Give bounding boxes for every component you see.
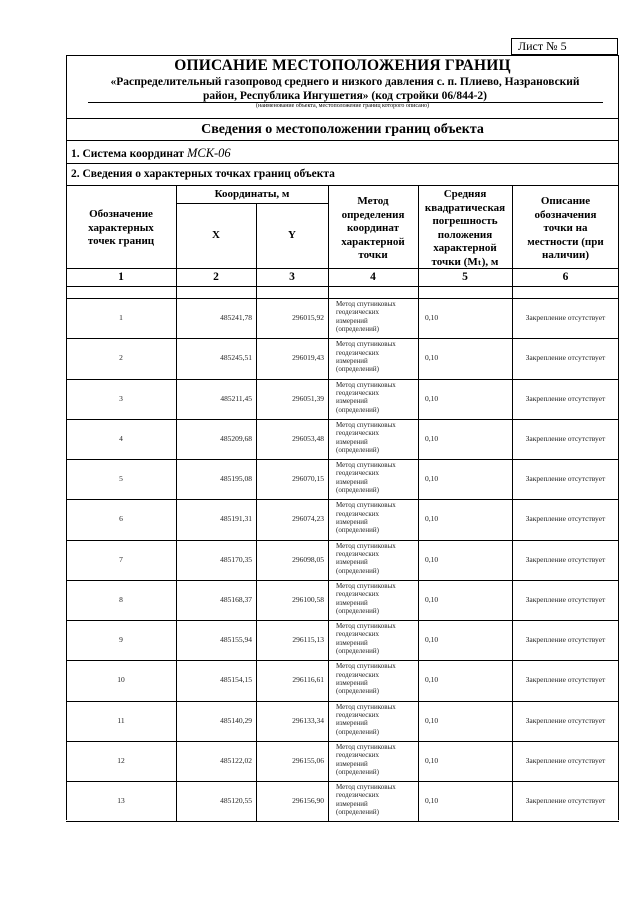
header-text: погрешность (432, 215, 498, 227)
point-description: Закрепление отсутствует (525, 635, 606, 645)
point-description: Закрепление отсутствует (525, 353, 606, 363)
points-section-label: 2. Сведения о характерных точках границ объекта (71, 168, 335, 180)
header-text: координат (346, 222, 400, 234)
coordinate-system-row (71, 146, 231, 161)
point-description: Закрепление отсутствует (525, 514, 606, 524)
method-text: измерений (336, 759, 368, 768)
coordinate-x: 485154,15 (220, 675, 252, 685)
point-number: 7 (119, 554, 123, 564)
divider (66, 163, 619, 164)
header-text: квадратическая (424, 201, 506, 214)
grid-line (328, 620, 329, 660)
column-number: 5 (462, 271, 468, 283)
coordinate-x: 485241,78 (220, 313, 252, 323)
divider (66, 140, 619, 141)
row-divider (66, 821, 619, 822)
method-text: (определений) (336, 647, 379, 656)
point-number: 4 (119, 433, 123, 443)
header-text: положения (437, 228, 493, 241)
method-cell (336, 783, 418, 817)
row-divider (66, 701, 619, 702)
method-text: измерений (336, 518, 368, 527)
column-number: 1 (118, 271, 124, 283)
method-text: (определений) (336, 405, 379, 414)
document-subtitle (90, 75, 600, 103)
header-coordinates: Координаты, м (214, 188, 290, 200)
method-text: измерений (336, 638, 368, 647)
coordinate-x: 485122,02 (220, 755, 252, 765)
point-description: Закрепление отсутствует (525, 313, 606, 323)
method-text: (определений) (336, 566, 379, 575)
error-value: 0,10 (425, 554, 439, 564)
method-text: Метод спутниковых (336, 380, 396, 389)
row-divider (66, 781, 619, 782)
method-cell (336, 300, 418, 334)
point-number: 3 (119, 393, 123, 403)
grid-line (418, 660, 419, 700)
grid-line (418, 459, 419, 499)
method-cell (336, 542, 418, 576)
row-divider (66, 419, 619, 420)
method-text: геодезических (336, 670, 380, 679)
grid-line (418, 741, 419, 781)
column-number: 6 (562, 271, 569, 283)
method-text: Метод спутниковых (336, 420, 396, 429)
grid-line (328, 379, 329, 419)
header-designation (66, 208, 176, 249)
point-description: Закрепление отсутствует (525, 554, 606, 564)
error-value: 0,10 (425, 353, 439, 363)
method-text: (определений) (336, 445, 379, 454)
coordinate-y: 296098,05 (292, 554, 324, 564)
error-value: 0,10 (425, 796, 439, 806)
method-cell (336, 622, 418, 656)
point-number: 10 (117, 675, 125, 685)
header-text: характерной (341, 235, 405, 248)
grid-line (418, 540, 419, 580)
point-number: 6 (119, 514, 123, 524)
grid-line (256, 203, 257, 298)
method-text: Метод спутниковых (336, 461, 396, 469)
coordinate-y: 296051,39 (292, 393, 324, 403)
coordinate-y: 296019,43 (292, 353, 324, 363)
coordinate-y: 296116,61 (292, 675, 324, 685)
point-description: Закрепление отсутствует (525, 474, 606, 484)
method-cell (336, 501, 418, 535)
row-divider (66, 620, 619, 621)
method-cell (336, 421, 418, 455)
grid-line (328, 459, 329, 499)
header-text: точек границ (87, 235, 155, 247)
header-y: Y (288, 229, 296, 241)
method-text: измерений (336, 799, 368, 808)
header-error (418, 188, 512, 269)
coordinate-x: 485170,35 (220, 554, 252, 564)
row-divider (66, 338, 619, 339)
method-text: геодезических (336, 590, 380, 599)
method-text: геодезических (336, 791, 380, 800)
method-text: (определений) (336, 687, 379, 696)
point-description: Закрепление отсутствует (525, 594, 606, 604)
section-title: Сведения о местоположении границ объекта (201, 122, 484, 137)
header-text: Описание (540, 195, 591, 207)
subtitle-caption: (наименование объекта, местоположение границ которого описано) (256, 103, 429, 109)
grid-line (418, 499, 419, 539)
method-text: геодезических (336, 308, 380, 317)
method-text: измерений (336, 719, 368, 728)
header-text: точки на (543, 222, 588, 234)
row-divider (66, 379, 619, 380)
method-text: (определений) (336, 767, 379, 776)
coordinate-y: 296053,48 (292, 433, 324, 443)
method-text: Метод спутниковых (336, 662, 396, 671)
method-text: Метод спутниковых (336, 742, 396, 751)
row-divider (66, 660, 619, 661)
coordinate-x: 485191,31 (220, 514, 252, 524)
grid-line (328, 660, 329, 700)
method-text: Метод спутниковых (336, 622, 396, 630)
method-text: геодезических (336, 710, 380, 719)
coordinate-x: 485211,45 (220, 393, 252, 403)
method-cell (336, 461, 418, 495)
coordinate-y: 296015,92 (292, 313, 324, 323)
coordinate-x: 485245,51 (220, 353, 252, 363)
point-number: 5 (119, 474, 123, 484)
method-text: измерений (336, 437, 368, 446)
error-value: 0,10 (425, 675, 439, 685)
header-text: определения (341, 208, 405, 221)
method-cell (336, 703, 418, 737)
grid-line (418, 620, 419, 660)
coordinate-y: 296074,23 (292, 514, 324, 524)
coordinate-y: 296100,58 (292, 594, 324, 604)
coordinate-y: 296070,15 (292, 474, 324, 484)
method-text: геодезических (336, 469, 380, 478)
error-value: 0,10 (425, 594, 439, 604)
column-number: 4 (370, 271, 376, 283)
header-description (512, 195, 619, 263)
method-text: измерений (336, 598, 368, 607)
sheet-number: Лист № 5 (511, 38, 618, 55)
error-value: 0,10 (425, 393, 439, 403)
point-number: 2 (119, 353, 123, 363)
method-text: измерений (336, 316, 368, 325)
method-text: геодезических (336, 348, 380, 357)
document-title: ОПИСАНИЕ МЕСТОПОЛОЖЕНИЯ ГРАНИЦ (174, 57, 511, 74)
method-text: геодезических (336, 630, 380, 639)
row-divider (66, 580, 619, 581)
point-description: Закрепление отсутствует (525, 715, 606, 725)
coordinate-y: 296115,13 (292, 635, 324, 645)
method-text: измерений (336, 397, 368, 406)
grid-line (418, 419, 419, 459)
method-text: (определений) (336, 606, 379, 615)
coordinate-system-value: МСК-06 (186, 146, 231, 160)
grid-line (328, 580, 329, 620)
method-text: Метод спутниковых (336, 501, 396, 510)
coordinate-y: 296133,34 (292, 715, 324, 725)
method-text: геодезических (336, 388, 380, 397)
method-cell (336, 340, 418, 374)
coordinate-x: 485195,08 (220, 474, 252, 484)
coordinates-subheader-line (176, 203, 328, 204)
point-number: 11 (117, 715, 125, 725)
method-text: Метод спутниковых (336, 783, 396, 791)
error-value: 0,10 (425, 635, 439, 645)
method-text: геодезических (336, 549, 380, 558)
header-x: X (212, 229, 220, 241)
method-text: измерений (336, 679, 368, 688)
method-text: Метод спутниковых (336, 340, 396, 349)
header-text: точки (Mₜ), м (431, 255, 499, 268)
point-description: Закрепление отсутствует (525, 755, 606, 765)
method-text: (определений) (336, 526, 379, 535)
row-divider (66, 459, 619, 460)
method-text: (определений) (336, 808, 379, 817)
coordinate-x: 485140,29 (220, 715, 252, 725)
header-method (328, 195, 418, 263)
coordinate-y: 296155,06 (292, 755, 324, 765)
column-number: 3 (289, 271, 295, 283)
method-text: измерений (336, 477, 368, 486)
error-value: 0,10 (425, 514, 439, 524)
grid-line (328, 701, 329, 741)
header-bottom-line (66, 268, 619, 269)
method-text: (определений) (336, 365, 379, 374)
coordinate-system-label: 1. Система координат (71, 148, 185, 160)
method-text: измерений (336, 558, 368, 567)
method-text: Метод спутниковых (336, 581, 396, 590)
grid-line (328, 499, 329, 539)
method-cell (336, 743, 418, 777)
grid-line (418, 338, 419, 378)
row-divider (66, 499, 619, 500)
column-number: 2 (213, 271, 219, 283)
coordinate-x: 485168,37 (220, 594, 252, 604)
method-text: (определений) (336, 727, 379, 736)
grid-line (328, 781, 329, 821)
header-text: характерных (88, 221, 154, 234)
method-text: Метод спутниковых (336, 541, 396, 550)
method-text: (определений) (336, 486, 379, 495)
method-text: геодезических (336, 429, 380, 438)
header-text: точки (358, 249, 388, 261)
header-text: Средняя (443, 188, 487, 200)
grid-line (328, 298, 329, 338)
method-cell (336, 582, 418, 616)
grid-line (418, 580, 419, 620)
grid-line (328, 338, 329, 378)
method-text: измерений (336, 357, 368, 366)
point-description: Закрепление отсутствует (525, 675, 606, 685)
header-text: Метод (357, 195, 389, 207)
method-text: Метод спутниковых (336, 300, 396, 308)
point-number: 8 (119, 594, 123, 604)
method-text: (определений) (336, 325, 379, 334)
grid-line (328, 540, 329, 580)
point-number: 12 (117, 755, 125, 765)
method-cell (336, 662, 418, 696)
number-row-bottom-line (66, 286, 619, 287)
point-number: 1 (119, 313, 123, 323)
point-description: Закрепление отсутствует (525, 433, 606, 443)
point-number: 9 (119, 635, 123, 645)
subtitle-line-1: «Распределительный газопровод среднего и низкого давления с. п. Плиево, Назрановский (110, 76, 580, 88)
grid-line (328, 419, 329, 459)
error-value: 0,10 (425, 715, 439, 725)
grid-line (418, 781, 419, 821)
error-value: 0,10 (425, 433, 439, 443)
divider (66, 118, 619, 119)
method-text: Метод спутниковых (336, 702, 396, 711)
row-divider (66, 741, 619, 742)
grid-line (418, 298, 419, 338)
grid-line (328, 741, 329, 781)
point-description: Закрепление отсутствует (525, 393, 606, 403)
coordinate-y: 296156,90 (292, 796, 324, 806)
error-value: 0,10 (425, 474, 439, 484)
error-value: 0,10 (425, 313, 439, 323)
point-number: 13 (117, 796, 125, 806)
subtitle-line-2: район, Республика Ингушетия» (код стройки 06/844-2) (202, 90, 487, 102)
header-text: характерной (433, 242, 497, 254)
header-text: Обозначение (89, 208, 153, 220)
point-description: Закрепление отсутствует (525, 796, 606, 806)
method-text: геодезических (336, 509, 380, 518)
coordinate-x: 485209,68 (220, 433, 252, 443)
divider (66, 185, 619, 186)
header-text: местности (при (527, 235, 604, 248)
method-text: геодезических (336, 751, 380, 760)
method-cell (336, 381, 418, 415)
error-value: 0,10 (425, 755, 439, 765)
header-text: наличии) (542, 249, 589, 261)
grid-line (418, 379, 419, 419)
coordinate-x: 485120,55 (220, 796, 252, 806)
coordinate-x: 485155,94 (220, 635, 252, 645)
spacer-bottom-line (66, 298, 619, 299)
grid-line (418, 701, 419, 741)
header-text: обозначения (534, 208, 597, 221)
row-divider (66, 540, 619, 541)
